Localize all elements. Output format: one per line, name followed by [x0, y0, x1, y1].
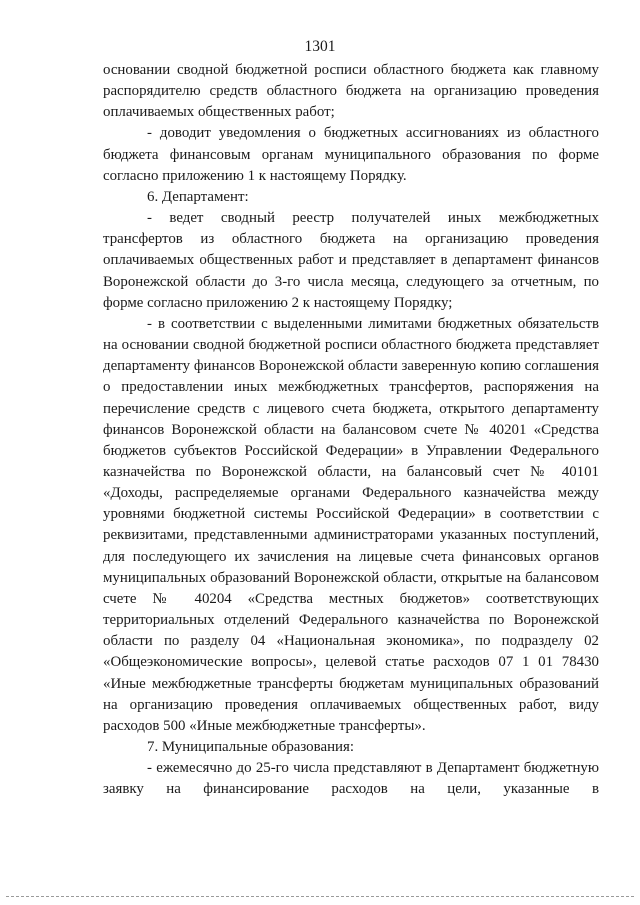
- paragraph-notification-item: - доводит уведомления о бюджетных ассигнованиях из областного бюджета финансовым органам муниципального образования по форме согласно приложению 1 к настоящему Порядку.: [103, 125, 599, 184]
- section-heading-6: 6. Департамент:: [147, 188, 249, 205]
- paragraph-limits-item: - в соответствии с выделенными лимитами бюджетных обязательств на основании сводной бюджетной росписи областного бюджета представляет департаменту финансов Воронежской области заверенную копию соглашения о предоставлении иных межбюджетных трансфертов, распоряжения на перечисление средств с лицевого счета бюджета, открытого департаменту финансов Воронежской области на балансовом счете № 40201 «Средства бюджетов субъектов Российской Федерации» в Управлении Федерального казначейства по Воронежской области, на балансовый счет № 40101 «Доходы, распределяемые органами Федерального казначейства между уровнями бюджетной системы Российской Федерации» в соответствии с реквизитами, представленными администраторами указанных поступлений, для последующего их зачисления на лицевые счета финансовых органов муниципальных образований Воронежской области, открытые на балансовом счете № 40204 «Средства местных бюджетов» соответствующих территориальных отделений Федерального казначейства по Воронежской области по разделу 04 «Национальная экономика», по подразделу 02 «Общеэкономические вопросы», целевой статье расходов 07 1 01 78430 «Иные межбюджетные трансферты бюджетам муниципальных образований на организацию проведения оплачиваемых общественных работ, виду расходов 500 «Иные межбюджетные трансферты».: [103, 315, 599, 734]
- paragraph-registry-item: - ведет сводный реестр получателей иных межбюджетных трансфертов из областного бюджета на организацию проведения оплачиваемых общественных работ и представляет в департамент финансов Воронежской области до 3-го числа месяца, следующего за отчетным, по форме согласно приложению 2 к настоящему Порядку;: [103, 210, 599, 311]
- section-heading-7: 7. Муниципальные образования:: [147, 739, 354, 755]
- document-body: [103, 60, 599, 800]
- paragraph-monthly-request-item: - ежемесячно до 25-го числа представляют в Департамент бюджетную заявку на финансирование расходов на цели, указанные в: [103, 760, 599, 798]
- footer-divider: [6, 896, 634, 897]
- paragraph-continuation: основании сводной бюджетной росписи областного бюджета как главному распорядителю средств областного бюджета на организацию проведения оплачиваемых общественных работ;: [103, 62, 599, 121]
- page-number: 1301: [304, 38, 336, 55]
